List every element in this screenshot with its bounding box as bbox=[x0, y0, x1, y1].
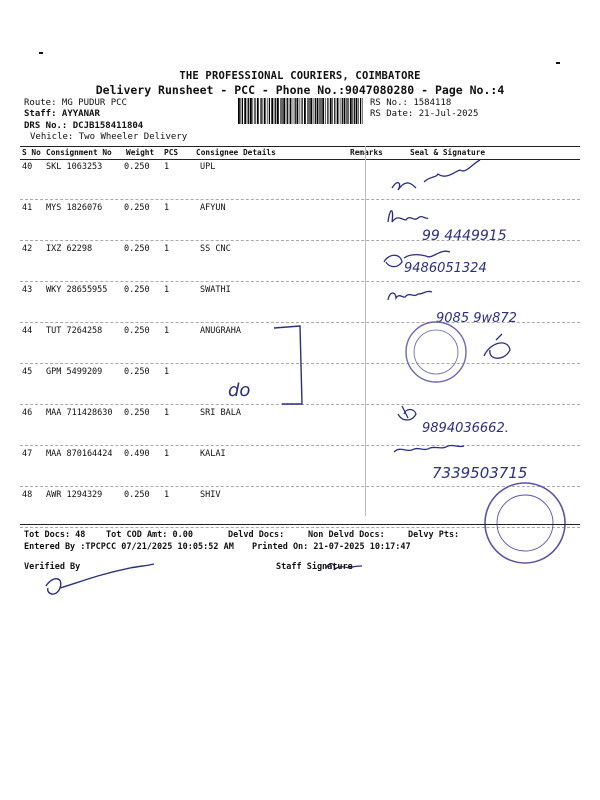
seal-stamp-2 bbox=[480, 478, 570, 568]
handwritten-phone-row43: 9085 9w872 bbox=[436, 311, 517, 326]
handwritten-phone-row42: 9486051324 bbox=[404, 261, 487, 276]
cell-sno: 40 bbox=[22, 162, 33, 172]
rs-no-label: RS No.: 1584118 bbox=[370, 98, 452, 108]
staff-label: Staff: AYYANAR bbox=[24, 109, 100, 119]
handwritten-phone-row41: 99 4449915 bbox=[422, 228, 507, 244]
cell-consignee: ANUGRAHA bbox=[200, 326, 241, 336]
cell-weight: 0.250 bbox=[124, 326, 150, 336]
tot-cod: Tot COD Amt: 0.00 bbox=[106, 530, 193, 540]
cell-consignee: SRI BALA bbox=[200, 408, 241, 418]
handwritten-phone-row48: 7339503715 bbox=[432, 464, 528, 482]
cell-consignment: GPM 5499209 bbox=[46, 367, 103, 377]
verified-by: Verified By bbox=[24, 562, 81, 572]
cell-weight: 0.250 bbox=[124, 285, 150, 295]
cell-sno: 43 bbox=[22, 285, 33, 295]
cell-sno: 42 bbox=[22, 244, 33, 254]
cell-sno: 41 bbox=[22, 203, 33, 213]
cell-weight: 0.490 bbox=[124, 449, 150, 459]
signature-row46 bbox=[398, 406, 416, 420]
cell-consignment: SKL 1063253 bbox=[46, 162, 103, 172]
cell-consignee: SWATHI bbox=[200, 285, 231, 295]
col-remarks: Remarks bbox=[350, 148, 383, 157]
cell-consignee: SS CNC bbox=[200, 244, 231, 254]
cell-pcs: 1 bbox=[164, 490, 170, 500]
signature-row47 bbox=[394, 445, 464, 452]
cell-consignee: AFYUN bbox=[200, 203, 226, 213]
drs-label: DRS No.: DCJB158411804 bbox=[24, 121, 144, 131]
rs-date-label: RS Date: 21-Jul-2025 bbox=[370, 109, 479, 119]
cell-consignment: IXZ 62298 bbox=[46, 244, 93, 254]
delvy-pts: Delvy Pts: bbox=[408, 530, 460, 540]
col-pcs: PCS bbox=[164, 148, 179, 157]
staff-signature: Staff Signature bbox=[276, 562, 353, 572]
cell-pcs: 1 bbox=[164, 367, 170, 377]
cell-pcs: 1 bbox=[164, 408, 170, 418]
delvd-docs: Delvd Docs: bbox=[228, 530, 285, 540]
cell-sno: 46 bbox=[22, 408, 33, 418]
cell-pcs: 1 bbox=[164, 285, 170, 295]
entered-by: Entered By :TPCPCC 07/21/2025 10:05:52 AM bbox=[24, 542, 234, 552]
col-weight: Weight bbox=[126, 148, 155, 157]
cell-pcs: 1 bbox=[164, 449, 170, 459]
cell-weight: 0.250 bbox=[124, 244, 150, 254]
signature-row40 bbox=[392, 160, 480, 190]
seal-stamp-1 bbox=[402, 318, 470, 386]
cell-consignment: MAA 870164424 bbox=[46, 449, 113, 459]
ditto-bracket bbox=[274, 326, 302, 404]
col-consignee: Consignee Details bbox=[196, 148, 276, 157]
cell-consignment: WKY 28655955 bbox=[46, 285, 108, 295]
footer-divider bbox=[20, 524, 580, 525]
col-sno: S No bbox=[22, 148, 41, 157]
runsheet-title: Delivery Runsheet - PCC - Phone No.:9047080280 - Page No.:4 bbox=[95, 83, 505, 97]
col-consignment: Consignment No bbox=[46, 148, 112, 157]
signature-row44 bbox=[484, 334, 510, 358]
cell-sno: 44 bbox=[22, 326, 33, 336]
cell-weight: 0.250 bbox=[124, 490, 150, 500]
cell-weight: 0.250 bbox=[124, 367, 150, 377]
vehicle-label: Vehicle: Two Wheeler Delivery bbox=[30, 132, 188, 142]
cell-pcs: 1 bbox=[164, 244, 170, 254]
cell-consignee: SHIV bbox=[200, 490, 221, 500]
route-label: Route: MG PUDUR PCC bbox=[24, 98, 127, 108]
non-delvd-docs: Non Delvd Docs: bbox=[308, 530, 385, 540]
handwritten-phone-row46: 9894036662. bbox=[422, 421, 509, 436]
cell-sno: 47 bbox=[22, 449, 33, 459]
signature-row43 bbox=[388, 291, 432, 300]
cell-sno: 45 bbox=[22, 367, 33, 377]
tot-docs: Tot Docs: 48 bbox=[24, 530, 86, 540]
cell-pcs: 1 bbox=[164, 326, 170, 336]
cell-sno: 48 bbox=[22, 490, 33, 500]
col-seal-signature: Seal & Signature bbox=[410, 148, 486, 157]
cell-pcs: 1 bbox=[164, 162, 170, 172]
cell-consignee: UPL bbox=[200, 162, 216, 172]
cell-consignment: AWR 1294329 bbox=[46, 490, 103, 500]
cell-weight: 0.250 bbox=[124, 203, 150, 213]
cell-consignment: MAA 711428630 bbox=[46, 408, 113, 418]
cell-consignee: KALAI bbox=[200, 449, 226, 459]
cell-consignment: TUT 7264258 bbox=[46, 326, 103, 336]
cell-pcs: 1 bbox=[164, 203, 170, 213]
printed-on: Printed On: 21-07-2025 10:17:47 bbox=[252, 542, 411, 552]
ditto-mark: do bbox=[228, 380, 251, 401]
cell-weight: 0.250 bbox=[124, 162, 150, 172]
cell-consignment: MYS 1826076 bbox=[46, 203, 103, 213]
cell-weight: 0.250 bbox=[124, 408, 150, 418]
company-title: THE PROFESSIONAL COURIERS, COIMBATORE bbox=[179, 70, 421, 82]
signature-row41 bbox=[388, 211, 428, 222]
